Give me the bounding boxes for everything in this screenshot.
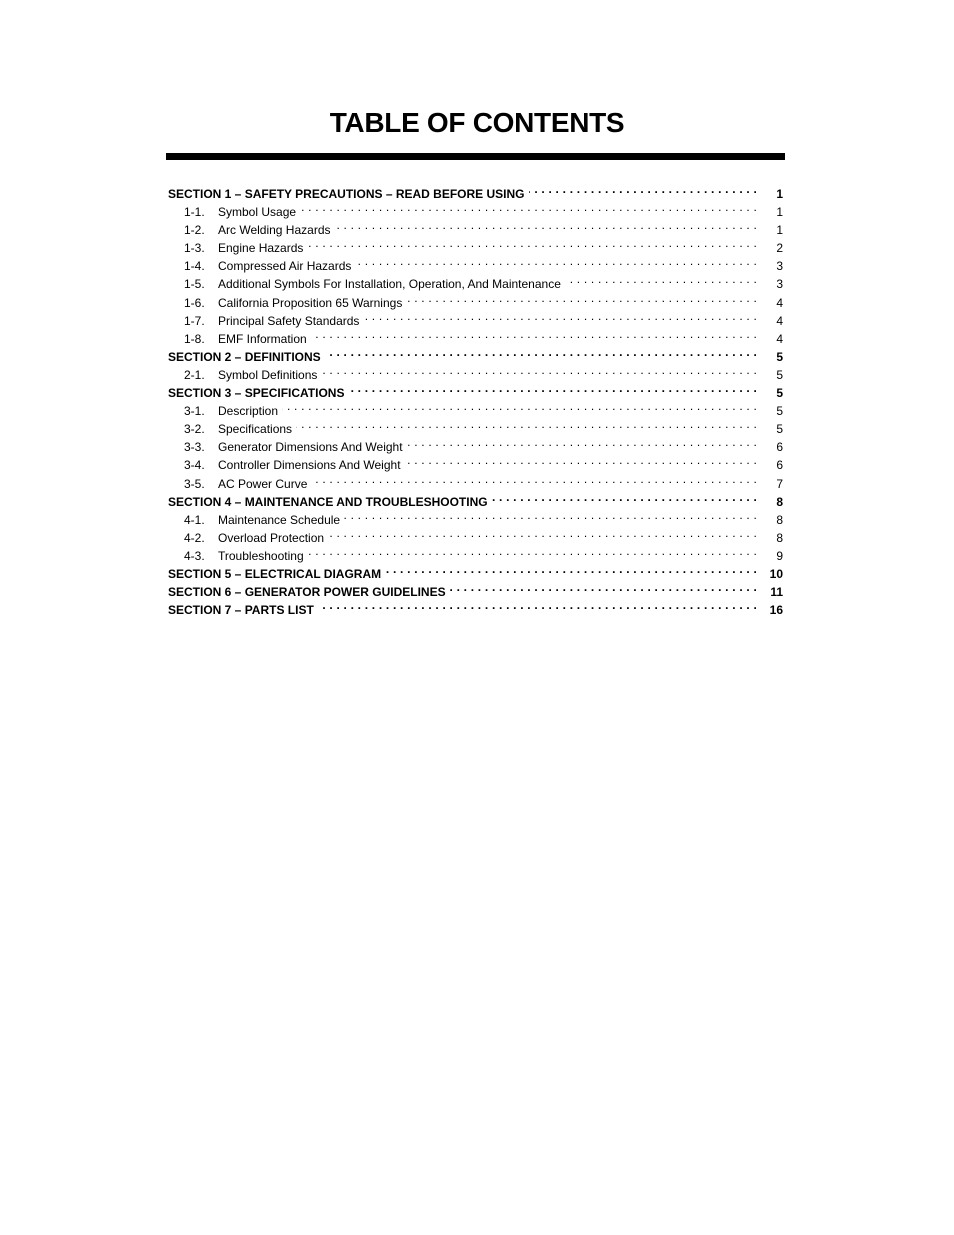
toc-entry-number: 4-2.	[184, 530, 205, 545]
dot-leader	[450, 578, 757, 596]
toc-entry-label: EMF Information	[218, 331, 307, 346]
toc-entry-number: 1-5.	[184, 277, 205, 292]
toc-entry-label: SECTION 2 – DEFINITIONS	[168, 349, 321, 364]
table-of-contents	[168, 180, 783, 618]
dot-leader	[321, 361, 757, 379]
toc-page-number: 6	[776, 440, 783, 455]
dot-leader	[565, 270, 757, 288]
toc-entry-label: Generator Dimensions And Weight	[218, 440, 403, 455]
toc-entry-label: Controller Dimensions And Weight	[218, 458, 401, 473]
toc-page-number: 4	[776, 331, 783, 346]
dot-leader	[344, 506, 757, 524]
toc-entry-number: 3-4.	[184, 458, 205, 473]
toc-entry-number: 3-3.	[184, 440, 205, 455]
toc-page-number: 3	[776, 259, 783, 274]
toc-entry-number: 1-1.	[184, 205, 205, 220]
title-rule	[166, 153, 785, 160]
toc-page-number: 6	[776, 458, 783, 473]
dot-leader	[282, 397, 757, 415]
toc-entry-number: 1-2.	[184, 223, 205, 238]
toc-entry-number: 1-6.	[184, 295, 205, 310]
dot-leader	[311, 325, 757, 343]
dot-leader	[407, 433, 757, 451]
toc-entry-number: 4-1.	[184, 512, 205, 527]
dot-leader	[405, 451, 757, 469]
toc-page-number: 5	[776, 349, 783, 364]
toc-entry-number: 3-1.	[184, 404, 205, 419]
dot-leader	[492, 488, 757, 506]
toc-entry-label: AC Power Curve	[218, 476, 308, 491]
dot-leader	[307, 234, 757, 252]
dot-leader	[296, 415, 757, 433]
dot-leader	[335, 216, 758, 234]
toc-entry-label: SECTION 1 – SAFETY PRECAUTIONS – READ BEFORE USING	[168, 187, 525, 201]
toc-page-number: 4	[776, 295, 783, 310]
toc-entry-label: Principal Safety Standards	[218, 313, 360, 328]
toc-entry-label: Engine Hazards	[218, 241, 304, 256]
dot-leader	[328, 524, 757, 542]
toc-entry-label: California Proposition 65 Warnings	[218, 295, 403, 310]
toc-entry-label: Overload Protection	[218, 530, 325, 545]
page-title: TABLE OF CONTENTS	[329, 107, 625, 138]
dot-leader	[385, 560, 757, 578]
toc-entry-label: Arc Welding Hazards	[218, 223, 331, 238]
dot-leader	[311, 470, 757, 488]
toc-page-number: 1	[776, 187, 783, 201]
toc-entry-label: Symbol Usage	[218, 205, 297, 220]
toc-entry-number: 3-2.	[184, 422, 205, 437]
toc-page-number: 9	[776, 548, 783, 563]
toc-page-number: 8	[776, 530, 783, 545]
toc-entry-number: 1-4.	[184, 259, 205, 274]
toc-page-number: 5	[776, 367, 783, 382]
toc-page-number: 1	[776, 223, 783, 238]
toc-entry-number: 3-5.	[184, 476, 205, 491]
toc-entry-label: SECTION 6 – GENERATOR POWER GUIDELINES	[168, 585, 446, 600]
toc-page-number: 7	[776, 476, 783, 491]
dot-leader	[348, 379, 757, 397]
toc-section-entry[interactable]	[168, 180, 783, 201]
dot-leader	[300, 198, 757, 216]
toc-page-number: 5	[776, 422, 783, 437]
toc-entry-number: 1-7.	[184, 313, 205, 328]
toc-entry-number: 2-1.	[184, 367, 205, 382]
toc-page-number: 5	[776, 386, 783, 401]
toc-entry-label: SECTION 7 – PARTS LIST	[168, 603, 314, 618]
toc-entry-label: Maintenance Schedule	[218, 512, 341, 527]
dot-leader	[529, 180, 757, 198]
toc-entry-label: SECTION 4 – MAINTENANCE AND TROUBLESHOOTING	[168, 494, 488, 509]
toc-entry-number: 1-3.	[184, 241, 205, 256]
toc-page-number: 8	[776, 494, 783, 509]
dot-leader	[406, 289, 757, 307]
toc-entry-label: Compressed Air Hazards	[218, 259, 352, 274]
toc-entry-label: Troubleshooting	[218, 548, 304, 563]
dot-leader	[363, 307, 757, 325]
toc-page-number: 2	[776, 241, 783, 256]
toc-page-number: 3	[776, 277, 783, 292]
toc-page-number: 8	[776, 512, 783, 527]
toc-entry-label: SECTION 3 – SPECIFICATIONS	[168, 386, 345, 401]
dot-leader	[355, 252, 757, 270]
toc-entry-label: Description	[218, 404, 279, 419]
dot-leader	[318, 596, 757, 614]
toc-entry-number: 1-8.	[184, 331, 205, 346]
dot-leader	[325, 343, 757, 361]
toc-entry-label: Specifications	[218, 422, 293, 437]
dot-leader	[308, 542, 757, 560]
toc-entry-label: Symbol Definitions	[218, 367, 318, 382]
toc-page-number: 10	[769, 566, 783, 581]
toc-page-number: 5	[776, 404, 783, 419]
toc-entry-label: SECTION 5 – ELECTRICAL DIAGRAM	[168, 566, 382, 581]
toc-page-number: 16	[769, 603, 783, 618]
toc-page-number: 11	[770, 585, 783, 600]
toc-entry-number: 4-3.	[184, 548, 205, 563]
toc-entry-label: Additional Symbols For Installation, Operation, And Maintenance	[218, 277, 561, 292]
toc-page-number: 1	[776, 205, 783, 220]
toc-page-number: 4	[776, 313, 783, 328]
